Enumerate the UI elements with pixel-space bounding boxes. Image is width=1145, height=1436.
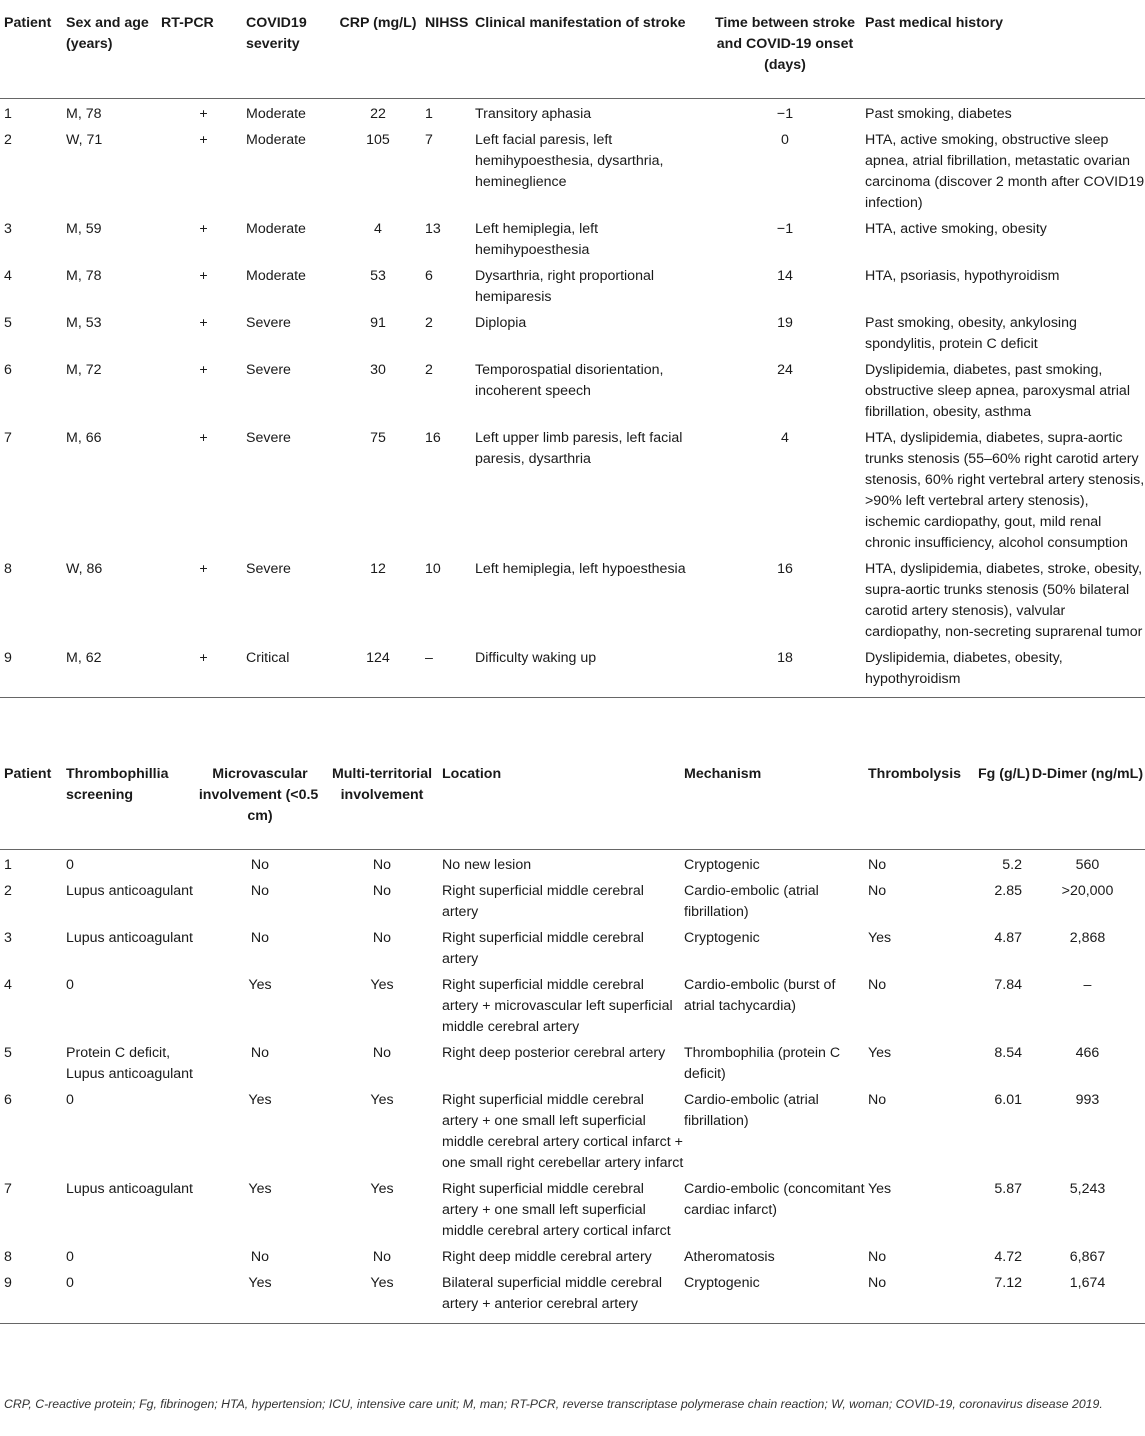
cell-severity: Critical (246, 650, 290, 666)
cell-multiterritorial: No (372, 1249, 392, 1265)
cell-manifestation: Difficulty waking up (475, 650, 597, 666)
cell-microvascular: Yes (248, 1181, 272, 1197)
cell-location: Right superficial middle cerebral artery + one small left superficial middle cerebral artery cortical infarct + one small right cerebellar artery infarct (442, 1092, 684, 1171)
cell-severity: Moderate (246, 221, 306, 237)
t2-header-multiterritorial: Multi-territorial involvement (331, 766, 433, 803)
cell-patient: 9 (4, 650, 12, 666)
cell-severity: Moderate (246, 106, 306, 122)
cell-multiterritorial: No (372, 930, 392, 946)
cell-patient: 7 (4, 1181, 12, 1197)
cell-microvascular: Yes (248, 1092, 272, 1108)
cell-location: Bilateral superficial middle cerebral artery + anterior cerebral artery (442, 1275, 663, 1312)
cell-crp: 105 (366, 132, 390, 148)
table-row (0, 99, 1145, 126)
cell-rtpcr: + (199, 650, 208, 666)
clinical-characteristics-table (0, 0, 1145, 698)
cell-time: 14 (777, 268, 793, 284)
t1-header-severity: COVID19 severity (246, 15, 307, 52)
cell-patient: 1 (4, 857, 12, 873)
cell-multiterritorial: No (372, 857, 392, 873)
table-row (0, 1242, 1145, 1268)
cell-patient: 3 (4, 221, 12, 237)
cell-time: 19 (777, 315, 793, 331)
cell-crp: 12 (370, 561, 386, 577)
cell-mechanism: Cryptogenic (684, 930, 760, 946)
cell-history: Dyslipidemia, diabetes, obesity, hypothyroidism (865, 650, 1063, 687)
cell-mechanism: Cardio-embolic (atrial fibrillation) (684, 1092, 819, 1129)
cell-mechanism: Atheromatosis (684, 1249, 775, 1265)
cell-mechanism: Cryptogenic (684, 1275, 760, 1291)
cell-nihss: 13 (425, 221, 441, 237)
cell-thrombophilia: 0 (66, 977, 74, 993)
cell-thrombolysis: Yes (868, 930, 892, 946)
cell-location: No new lesion (442, 857, 532, 873)
table-row (0, 876, 1145, 923)
cell-manifestation: Left hemiplegia, left hypoesthesia (475, 561, 686, 577)
cell-crp: 22 (370, 106, 386, 122)
table-row (0, 643, 1145, 698)
cell-history: Past smoking, obesity, ankylosing spondylitis, protein C deficit (865, 315, 1077, 352)
cell-manifestation: Transitory aphasia (475, 106, 592, 122)
table-row (0, 923, 1145, 970)
cell-ddimer: 993 (1075, 1092, 1100, 1108)
cell-sex-age: M, 62 (66, 650, 102, 666)
t1-header-nihss: NIHSS (425, 15, 469, 31)
cell-thrombolysis: No (868, 857, 887, 873)
cell-fg: 2.85 (994, 883, 1022, 899)
t2-header-location: Location (442, 766, 502, 782)
cell-thrombophilia: Protein C deficit, Lupus anticoagulant (66, 1045, 194, 1082)
cell-fg: 8.54 (994, 1045, 1022, 1061)
cell-ddimer: 560 (1075, 857, 1100, 873)
cell-time: 18 (777, 650, 793, 666)
cell-rtpcr: + (199, 268, 208, 284)
t2-header-thrombolysis: Thrombolysis (868, 766, 962, 782)
cell-thrombolysis: No (868, 1275, 887, 1291)
cell-thrombolysis: Yes (868, 1181, 892, 1197)
cell-rtpcr: + (199, 430, 208, 446)
cell-manifestation: Temporospatial disorientation, incoherent speech (475, 362, 664, 399)
table-row (0, 355, 1145, 423)
table-row (0, 261, 1145, 308)
cell-fg: 4.72 (994, 1249, 1022, 1265)
cell-patient: 8 (4, 561, 12, 577)
cell-microvascular: Yes (248, 977, 272, 993)
cell-rtpcr: + (199, 561, 208, 577)
cell-thrombophilia: 0 (66, 1092, 74, 1108)
cell-location: Right superficial middle cerebral artery (442, 883, 644, 920)
table-row (0, 1268, 1145, 1324)
cell-thrombophilia: Lupus anticoagulant (66, 930, 194, 946)
cell-sex-age: W, 71 (66, 132, 103, 148)
table-row (0, 850, 1145, 877)
cell-location: Right superficial middle cerebral artery (442, 930, 644, 967)
cell-patient: 4 (4, 268, 12, 284)
t2-header-mechanism: Mechanism (684, 766, 762, 782)
cell-thrombophilia: Lupus anticoagulant (66, 883, 194, 899)
table-row (0, 1038, 1145, 1085)
cell-patient: 5 (4, 1045, 12, 1061)
cell-nihss: 2 (425, 362, 433, 378)
cell-multiterritorial: No (372, 1045, 392, 1061)
cell-manifestation: Diplopia (475, 315, 527, 331)
cell-time: 4 (781, 430, 789, 446)
t1-header-rtpcr: RT-PCR (161, 15, 214, 31)
cell-patient: 6 (4, 1092, 12, 1108)
cell-time: 24 (777, 362, 793, 378)
cell-manifestation: Left hemiplegia, left hemihypoesthesia (475, 221, 599, 258)
cell-manifestation: Dysarthria, right proportional hemiparesis (475, 268, 654, 305)
cell-thrombophilia: 0 (66, 1275, 74, 1291)
cell-multiterritorial: Yes (370, 1092, 394, 1108)
cell-fg: 7.12 (994, 1275, 1022, 1291)
cell-crp: 91 (370, 315, 386, 331)
cell-thrombolysis: No (868, 977, 887, 993)
cell-patient: 8 (4, 1249, 12, 1265)
cell-severity: Moderate (246, 132, 306, 148)
cell-manifestation: Left upper limb paresis, left facial paresis, dysarthria (475, 430, 683, 467)
cell-history: HTA, dyslipidemia, diabetes, supra-aortic trunks stenosis (55–60% right carotid artery stenosis, 60% right vertebral artery stenosis, >90% left vertebral artery stenosis), ischemic cardiopathy, gout, mild renal chronic insufficiency, alcohol consumption (865, 430, 1145, 551)
table-row (0, 214, 1145, 261)
cell-multiterritorial: No (372, 883, 392, 899)
t1-header-manifestation: Clinical manifestation of stroke (475, 15, 686, 31)
cell-severity: Severe (246, 362, 291, 378)
cell-ddimer: 1,674 (1069, 1275, 1106, 1291)
cell-ddimer: >20,000 (1061, 883, 1114, 899)
cell-patient: 2 (4, 132, 12, 148)
t2-header-microvascular: Microvascular involvement (<0.5 cm) (198, 766, 322, 824)
t1-header-patient: Patient (4, 15, 52, 31)
table-row (0, 970, 1145, 1038)
cell-nihss: 10 (425, 561, 441, 577)
cell-multiterritorial: Yes (370, 1181, 394, 1197)
cell-thrombophilia: 0 (66, 1249, 74, 1265)
cell-nihss: 16 (425, 430, 441, 446)
cell-history: Dyslipidemia, diabetes, past smoking, obstructive sleep apnea, paroxysmal atrial fibrillation, obesity, asthma (865, 362, 1130, 420)
cell-rtpcr: + (199, 221, 208, 237)
cell-thrombolysis: No (868, 883, 887, 899)
cell-crp: 4 (374, 221, 382, 237)
cell-patient: 1 (4, 106, 12, 122)
cell-ddimer: 6,867 (1069, 1249, 1106, 1265)
cell-thrombolysis: No (868, 1249, 887, 1265)
cell-mechanism: Cardio-embolic (concomitant cardiac infarct) (684, 1181, 865, 1218)
cell-mechanism: Cryptogenic (684, 857, 760, 873)
cell-nihss: 7 (425, 132, 433, 148)
cell-sex-age: M, 53 (66, 315, 102, 331)
cell-patient: 6 (4, 362, 12, 378)
table-row (0, 554, 1145, 643)
cell-thrombophilia: 0 (66, 857, 74, 873)
cell-sex-age: M, 78 (66, 268, 102, 284)
cell-location: Right deep posterior cerebral artery (442, 1045, 666, 1061)
cell-patient: 2 (4, 883, 12, 899)
cell-thrombophilia: Lupus anticoagulant (66, 1181, 194, 1197)
cell-history: HTA, dyslipidemia, diabetes, stroke, obesity, supra-aortic trunks stenosis (50% bilateral carotid artery stenosis), valvular cardiopathy, non-secreting suprarenal tumor (865, 561, 1143, 640)
cell-patient: 7 (4, 430, 12, 446)
cell-microvascular: No (250, 1045, 270, 1061)
cell-crp: 124 (366, 650, 390, 666)
stroke-characteristics-table (0, 747, 1145, 1324)
cell-location: Right deep middle cerebral artery (442, 1249, 652, 1265)
cell-sex-age: W, 86 (66, 561, 103, 577)
cell-severity: Moderate (246, 268, 306, 284)
table-row (0, 1085, 1145, 1174)
cell-time: 0 (781, 132, 789, 148)
cell-crp: 30 (370, 362, 386, 378)
t1-header-history: Past medical history (865, 15, 1003, 31)
cell-ddimer: 466 (1075, 1045, 1100, 1061)
cell-thrombolysis: Yes (868, 1045, 892, 1061)
cell-time: −1 (776, 221, 794, 237)
t2-header-fg: Fg (g/L) (978, 766, 1030, 782)
cell-thrombolysis: No (868, 1092, 887, 1108)
cell-ddimer: – (1083, 977, 1092, 993)
cell-ddimer: 5,243 (1069, 1181, 1106, 1197)
cell-sex-age: M, 59 (66, 221, 102, 237)
t2-header-patient: Patient (4, 766, 52, 782)
table-footnote: CRP, C-reactive protein; Fg, fibrinogen; HTA, hypertension; ICU, intensive care unit; M, man; RT-PCR, reverse transcriptase polymerase chain reaction; W, woman; COVID-19, coronavirus disease 2019. (4, 1397, 1103, 1411)
cell-severity: Severe (246, 430, 291, 446)
t1-header-sex-age: Sex and age (years) (66, 15, 149, 52)
cell-crp: 75 (370, 430, 386, 446)
cell-microvascular: Yes (248, 1275, 272, 1291)
cell-patient: 9 (4, 1275, 12, 1291)
cell-severity: Severe (246, 315, 291, 331)
cell-microvascular: No (250, 883, 270, 899)
cell-microvascular: No (250, 857, 270, 873)
cell-history: HTA, active smoking, obstructive sleep apnea, atrial fibrillation, metastatic ovarian carcinoma (discover 2 month after COVID19 infection) (865, 132, 1145, 211)
cell-history: Past smoking, diabetes (865, 106, 1012, 122)
cell-nihss: – (425, 650, 433, 666)
cell-nihss: 1 (425, 106, 433, 122)
cell-severity: Severe (246, 561, 291, 577)
cell-sex-age: M, 78 (66, 106, 102, 122)
cell-microvascular: No (250, 1249, 270, 1265)
cell-location: Right superficial middle cerebral artery + one small left superficial middle cerebral artery cortical infarct (442, 1181, 671, 1239)
cell-mechanism: Cardio-embolic (burst of atrial tachycardia) (684, 977, 836, 1014)
cell-crp: 53 (370, 268, 386, 284)
t1-header-crp: CRP (mg/L) (339, 15, 417, 31)
cell-patient: 4 (4, 977, 12, 993)
cell-fg: 4.87 (994, 930, 1022, 946)
cell-sex-age: M, 72 (66, 362, 102, 378)
table2-header-row (0, 747, 1145, 850)
cell-patient: 3 (4, 930, 12, 946)
cell-microvascular: No (250, 930, 270, 946)
cell-fg: 5.87 (994, 1181, 1022, 1197)
t1-header-time: Time between stroke and COVID-19 onset (days) (714, 15, 856, 73)
cell-sex-age: M, 66 (66, 430, 102, 446)
cell-nihss: 2 (425, 315, 433, 331)
t2-header-ddimer: D-Dimer (ng/mL) (1031, 766, 1144, 782)
cell-patient: 5 (4, 315, 12, 331)
cell-mechanism: Cardio-embolic (atrial fibrillation) (684, 883, 819, 920)
table-row (0, 1174, 1145, 1242)
cell-location: Right superficial middle cerebral artery + microvascular left superficial middle cerebral artery (442, 977, 673, 1035)
table-row (0, 308, 1145, 355)
cell-rtpcr: + (199, 132, 208, 148)
cell-rtpcr: + (199, 315, 208, 331)
cell-multiterritorial: Yes (370, 1275, 394, 1291)
cell-fg: 5.2 (1002, 857, 1022, 873)
table-row (0, 423, 1145, 554)
table-row (0, 125, 1145, 214)
cell-nihss: 6 (425, 268, 433, 284)
cell-rtpcr: + (199, 106, 208, 122)
cell-multiterritorial: Yes (370, 977, 394, 993)
cell-ddimer: 2,868 (1069, 930, 1106, 946)
cell-history: HTA, psoriasis, hypothyroidism (865, 268, 1060, 284)
table1-header-row (0, 0, 1145, 99)
cell-mechanism: Thrombophilia (protein C deficit) (684, 1045, 841, 1082)
cell-fg: 6.01 (994, 1092, 1022, 1108)
cell-fg: 7.84 (994, 977, 1022, 993)
cell-manifestation: Left facial paresis, left hemihypoesthesia, dysarthria, hemineglience (475, 132, 664, 190)
t2-header-thrombophilia: Thrombophillia screening (66, 766, 169, 803)
cell-history: HTA, active smoking, obesity (865, 221, 1047, 237)
cell-time: 16 (777, 561, 793, 577)
cell-time: −1 (776, 106, 794, 122)
cell-rtpcr: + (199, 362, 208, 378)
